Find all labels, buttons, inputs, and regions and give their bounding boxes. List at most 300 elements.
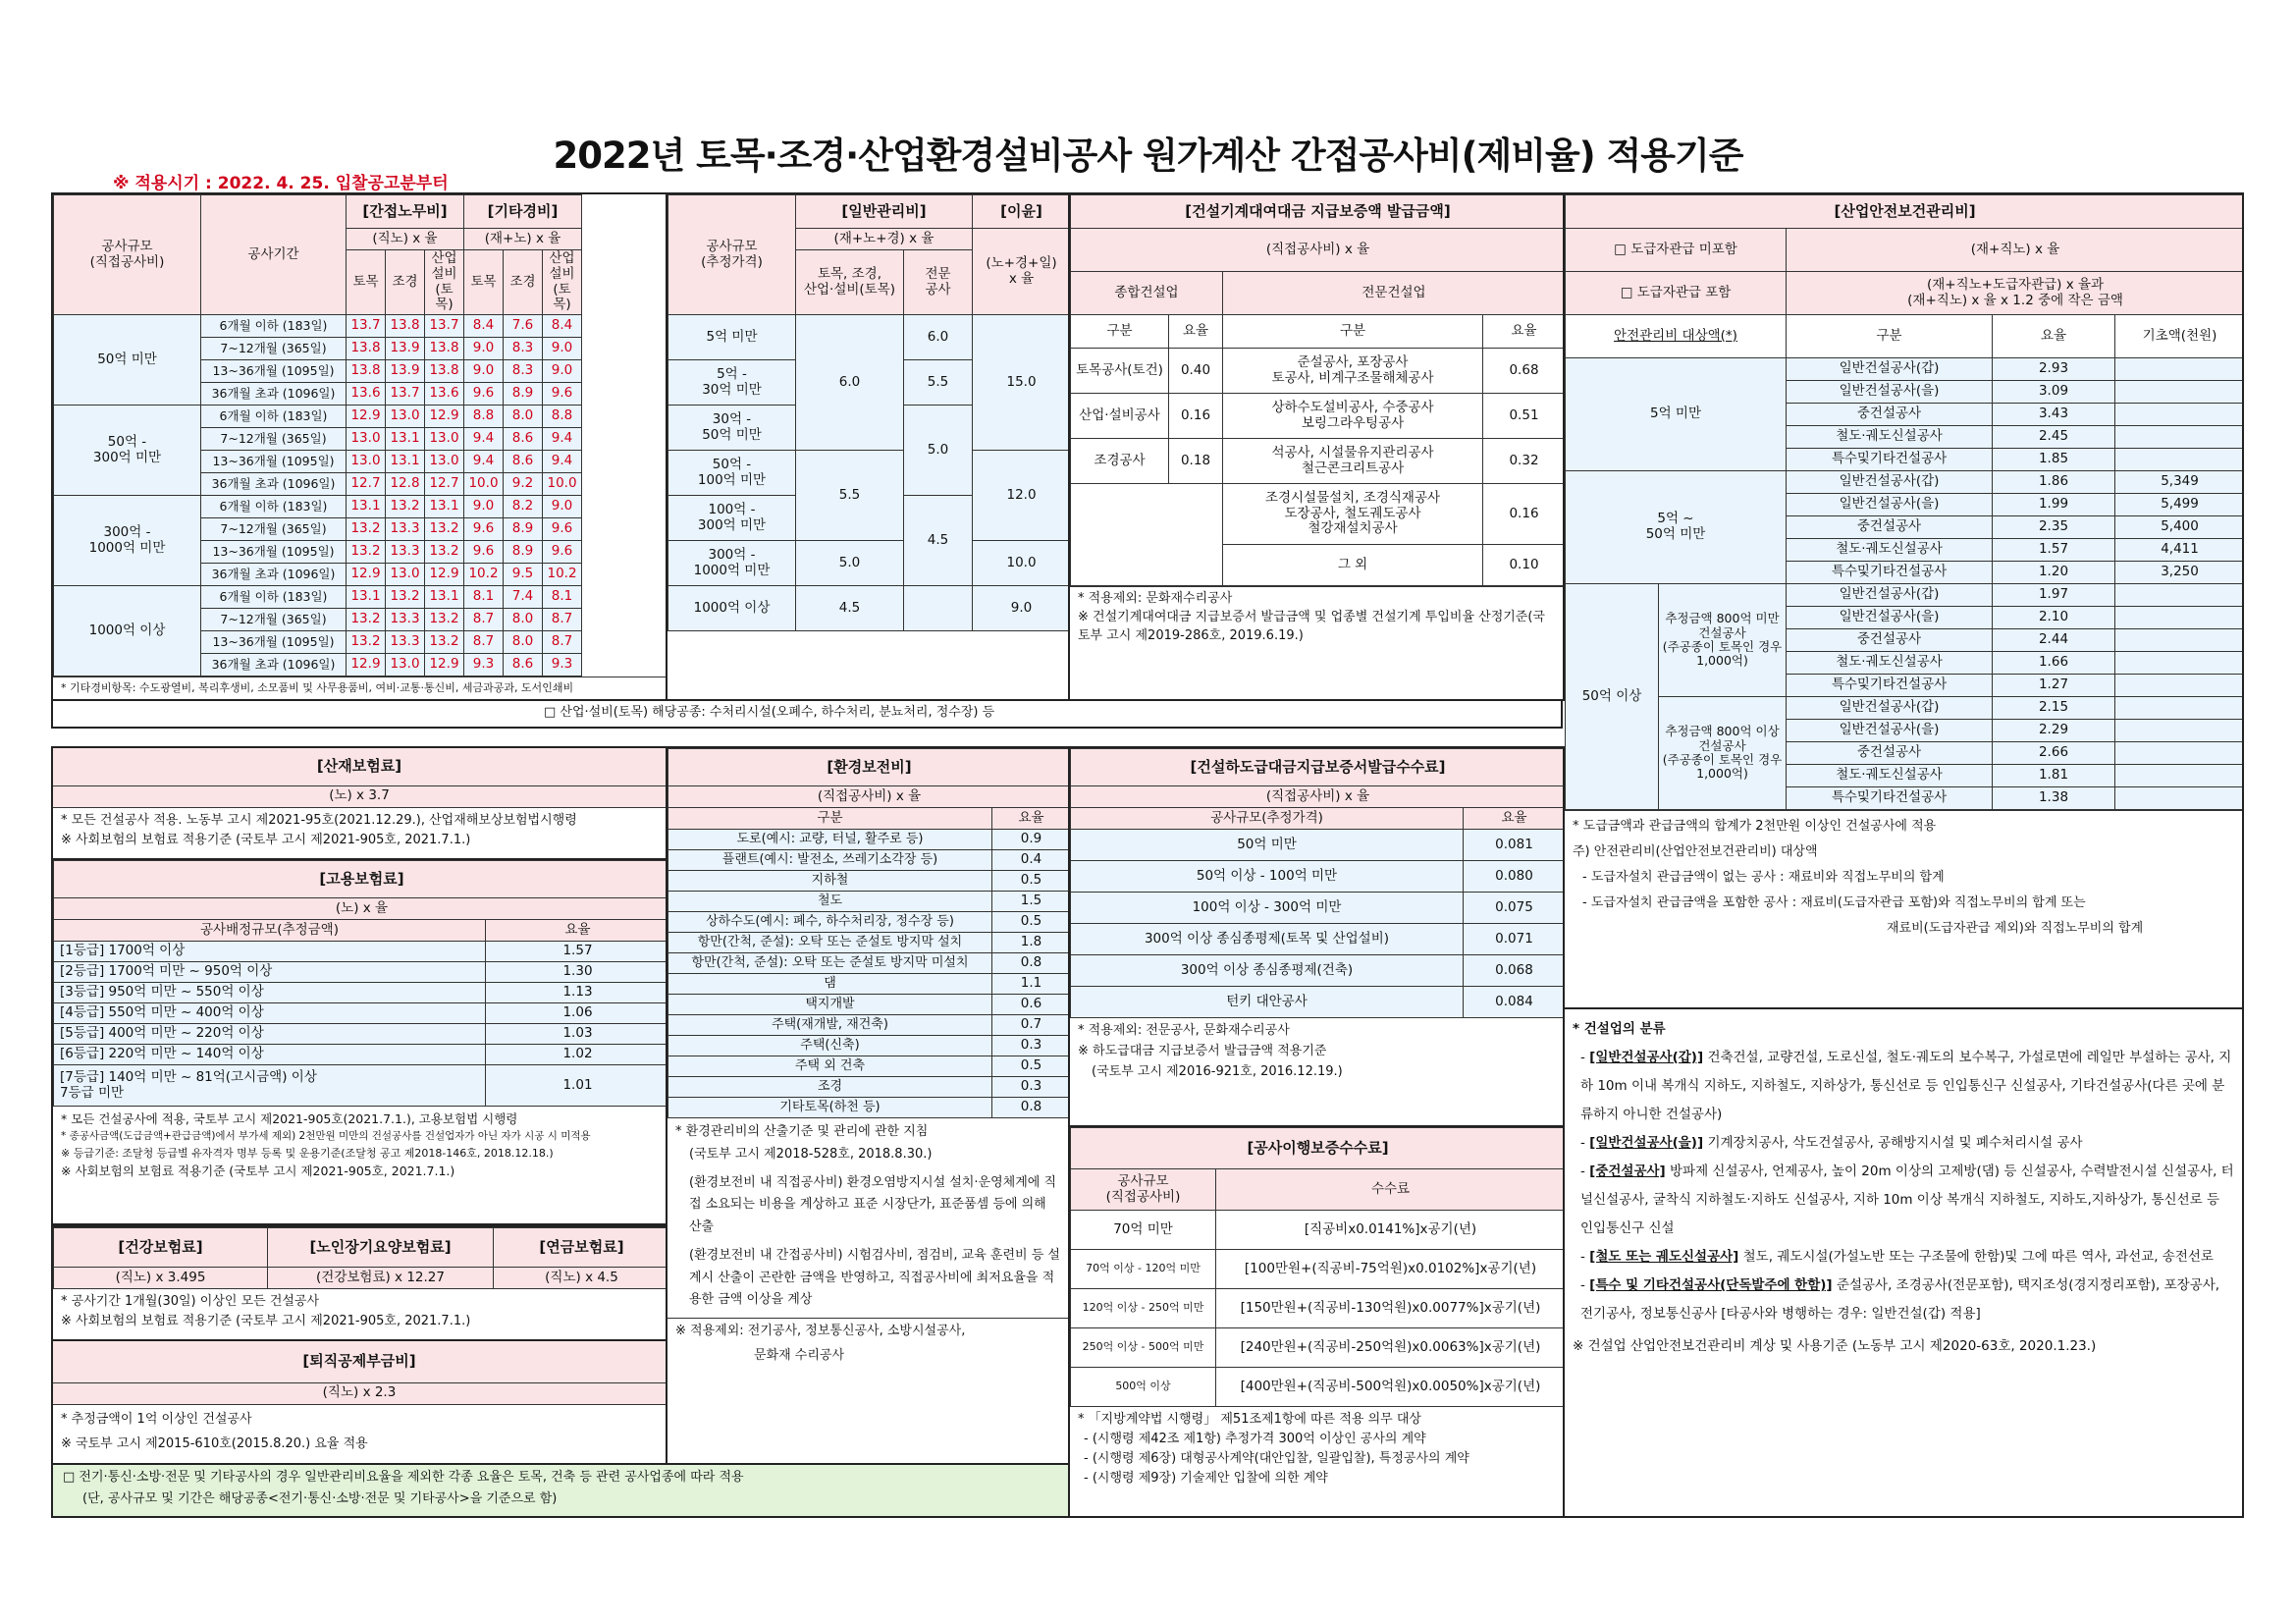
- env-rate: 1.1: [992, 974, 1071, 995]
- safety-rate: 2.29: [1993, 720, 2115, 742]
- rate-cell: 13.2: [347, 631, 386, 654]
- env-note5: ※ 적용제외: 전기공사, 정보통신공사, 소방시설공사,: [667, 1318, 1068, 1345]
- sub-col-header: 산업 설비 (토목): [543, 250, 582, 315]
- perf-scale: 70억 미만: [1071, 1211, 1216, 1250]
- guar-sp-cat: 준설공사, 포장공사 토공사, 비계구조물해체공사: [1223, 349, 1483, 394]
- scale-cell: 300억 - 1000억 미만: [54, 496, 201, 586]
- rate-cell: 8.7: [464, 631, 504, 654]
- mgmt-val: 4.5: [796, 586, 904, 631]
- subg-h1: 공사규모(추정가격): [1071, 808, 1464, 830]
- perf-note1: * 「지방계약법 시행령」 제51조제1항에 따른 적용 의무 대상: [1078, 1412, 1421, 1427]
- rate-cell: 13.7: [386, 383, 425, 406]
- safety-cat: 철도·궤도신설공사: [1787, 426, 1993, 449]
- class-text: 방파제 신설공사, 언제공사, 높이 20m 이상의 고제방(댐) 등 신설공사, 수력발전시설 신설공사, 터널신설공사, 굴착식 지하철도·지하도 신설공사, 지하 10m 이상 복개식 지하철도, 지하도,지하상가, 통신선로 등 인입통신구 신설: [1580, 1164, 2234, 1237]
- guarantee-title: [건설기계대여대금 지급보증액 발급금액]: [1071, 195, 1566, 229]
- profit-val: 10.0: [973, 541, 1070, 586]
- etc-formula: (재+노) x 율: [464, 229, 582, 250]
- rate-cell: 8.4: [543, 315, 582, 338]
- labor-formula: (직노) x 율: [347, 229, 464, 250]
- period-cell: 6개월 이하 (183일): [201, 315, 347, 338]
- health-formula: (직노) x 3.495: [54, 1268, 268, 1289]
- period-cell: 6개월 이하 (183일): [201, 496, 347, 518]
- class-item: - [일반건설공사(갑)] 건축건설, 교량건설, 도로신설, 철도·궤도의 보수복구, 가설로면에 레일만 부설하는 공사, 지하 10m 이내 복개식 지하도, 지하철도, 지하상가, 통신선로 등 인입통신구 신설공사, 기타건설공사(다른 곳에 분류하지 아니한 건설공사): [1580, 1050, 2232, 1123]
- employ-grade: [3등급] 950억 미만 ~ 550억 이상: [54, 983, 486, 1003]
- safety-r2-formula: (재+직노+도급자관급) x 율과 (재+직노) x 율 x 1.2 중에 작은 금액: [1787, 272, 2245, 315]
- env-rate: 0.6: [992, 995, 1071, 1015]
- retire-note2: ※ 국토부 고시 제2015-610호(2015.8.20.) 요율 적용: [61, 1435, 368, 1451]
- env-rate: 0.8: [992, 953, 1071, 974]
- rate-cell: 13.0: [386, 406, 425, 428]
- rate-cell: 13.8: [425, 360, 464, 383]
- bottom-note2: (단, 공사규모 및 기간은 해당공종<전기·통신·소방·전문 및 기타공사>을 기준으로 함): [82, 1491, 558, 1507]
- env-note3: (환경보전비 내 직접공사비) 환경오염방지시설 설치·운영체계에 직접 소요되는 비용을 계상하고 표준 시장단가, 표준품셈 등에 의해 산출: [689, 1174, 1057, 1234]
- period-cell: 6개월 이하 (183일): [201, 586, 347, 609]
- rate-cell: 9.4: [543, 428, 582, 451]
- rate-cell: 9.6: [543, 541, 582, 564]
- mgmt-scale: 30억 - 50억 미만: [668, 406, 796, 451]
- employ-grade: [2등급] 1700억 미만 ~ 950억 이상: [54, 962, 486, 983]
- retire-note1: * 추정금액이 1억 이상인 건설공사: [61, 1412, 252, 1427]
- env-note2: (국토부 고시 제2018-528호, 2018.8.30.): [689, 1146, 933, 1162]
- safety-cat: 특수및기타건설공사: [1787, 787, 1993, 810]
- perf-fee: [100만원+(직공비-75억원)x0.0102%]x공기(년): [1216, 1250, 1566, 1289]
- employ-note1: * 모든 건설공사에 적용, 국토부 고시 제2021-905호(2021.7.1.), 고용보험법 시행령: [61, 1111, 518, 1126]
- rate-cell: 13.2: [425, 609, 464, 631]
- sub-col-header: 산업 설비 (토목): [425, 250, 464, 315]
- employ-rate: 1.13: [486, 983, 668, 1003]
- class-item: - [철도 또는 궤도신설공사] 철도, 궤도시설(가설노반 또는 구조물에 한함)및 그에 따른 역사, 과선교, 송전선로: [1580, 1249, 2214, 1266]
- mgmt-scale: 5억 미만: [668, 315, 796, 360]
- period-cell: 36개월 초과 (1096일): [201, 383, 347, 406]
- guar-col-header: 구분: [1223, 315, 1483, 349]
- safety-base: 5,499: [2115, 494, 2245, 516]
- guar-gen-rate: 0.40: [1169, 349, 1223, 394]
- rate-cell: 9.0: [543, 338, 582, 360]
- rate-cell: 13.1: [386, 451, 425, 473]
- safety-rate: 3.09: [1993, 381, 2115, 404]
- subg-h2: 요율: [1464, 808, 1566, 830]
- guar-col-header: 요율: [1169, 315, 1223, 349]
- safety-cat: 중건설공사: [1787, 516, 1993, 539]
- subg-rate: 0.080: [1464, 861, 1566, 893]
- perf-title: [공사이행보증수수료]: [1071, 1128, 1566, 1169]
- period-cell: 7~12개월 (365일): [201, 518, 347, 541]
- plant-note: [51, 701, 1563, 729]
- guarantee-note1: * 적용제외: 문화재수리공사: [1078, 591, 1233, 606]
- rate-cell: 13.8: [425, 338, 464, 360]
- safety-base: 4,411: [2115, 539, 2245, 562]
- rate-cell: 13.8: [347, 338, 386, 360]
- mgmt-scale: 300억 - 1000억 미만: [668, 541, 796, 586]
- rate-cell: 13.0: [425, 451, 464, 473]
- guar-col-header: 요율: [1483, 315, 1566, 349]
- guar-sp-cat: 상하수도설비공사, 수중공사 보링그라우팅공사: [1223, 394, 1483, 439]
- safety-note4: - 도급자설치 관급금액을 포함한 공사 : 재료비(도급자관급 포함)와 직접노무비의 합계 또는: [1582, 895, 2086, 910]
- employ-rate: 1.01: [486, 1065, 668, 1107]
- period-cell: 13~36개월 (1095일): [201, 541, 347, 564]
- period-cell: 7~12개월 (365일): [201, 338, 347, 360]
- rate-cell: 13.0: [425, 428, 464, 451]
- subcontract-guarantee: [1070, 746, 1565, 1127]
- env-h2: 요율: [992, 808, 1071, 830]
- rate-cell: 8.8: [464, 406, 504, 428]
- rate-cell: 8.7: [464, 609, 504, 631]
- env-rate: 0.3: [992, 1036, 1071, 1056]
- rate-cell: 9.3: [464, 654, 504, 677]
- rate-cell: 9.2: [504, 473, 543, 496]
- sub-col-header: 조경: [504, 250, 543, 315]
- safety-cat: 특수및기타건설공사: [1787, 562, 1993, 584]
- guar-sp-rate: 0.51: [1483, 394, 1566, 439]
- safety-rate: 1.27: [1993, 675, 2115, 697]
- subg-cat: 300억 이상 종심종평제(토목 및 산업설비): [1071, 924, 1464, 955]
- guarantee-table: [1070, 192, 1565, 701]
- perf-fee: [150만원+(직공비-130억원)x0.0077%]x공기(년): [1216, 1289, 1566, 1328]
- safety-rate: 2.66: [1993, 742, 2115, 765]
- mgmt-val: 6.0: [904, 315, 973, 360]
- mgmt-val: 6.0: [796, 315, 904, 451]
- labor-header: [간접노무비]: [347, 195, 464, 229]
- safety-base: 5,400: [2115, 516, 2245, 539]
- mgmt-scale: 50억 - 100억 미만: [668, 451, 796, 496]
- safety-rate: 3.43: [1993, 404, 2115, 426]
- mgmt-scale: 5억 - 30억 미만: [668, 360, 796, 406]
- sub-col-header: 토목: [464, 250, 504, 315]
- env-cat: 주택(재개발, 재건축): [668, 1015, 992, 1036]
- rate-cell: 9.0: [464, 338, 504, 360]
- env-note4: (환경보전비 내 간접공사비) 시험검사비, 점검비, 교육 훈련비 등 설계시 산출이 곤란한 금액을 반영하고, 직접공사비에 최저요율을 적용한 금액 이상을 계상: [689, 1247, 1060, 1308]
- rate-cell: 8.9: [504, 541, 543, 564]
- perf-scale: 250억 이상 - 500억 미만: [1071, 1328, 1216, 1368]
- guarantee-formula: (직접공사비) x 율: [1071, 229, 1566, 272]
- rate-cell: 13.1: [425, 496, 464, 518]
- rate-cell: 8.6: [504, 654, 543, 677]
- rate-cell: 13.2: [386, 586, 425, 609]
- rate-cell: 8.7: [543, 609, 582, 631]
- accident-insurance: [51, 746, 667, 860]
- safety-note3: - 도급자설치 관급금액이 없는 공사 : 재료비와 직접노무비의 합계: [1582, 870, 1945, 885]
- env-cat: 항만(간척, 준설): 오탁 또는 준설토 방지막 설치: [668, 933, 992, 953]
- mgmt-scale-header: 공사규모 (추정가격): [668, 195, 796, 315]
- employ-note2: * 종공사금액(도급금액+관급금액)에서 부가세 제외) 2천만원 미만의 건설공사를 건설업자가 아닌 자가 시공 시 미적용: [61, 1130, 591, 1143]
- class-item: - [일반건설공사(을)] 기계장치공사, 삭도건설공사, 공해방지시설 및 폐수처리시설 공사: [1580, 1135, 2083, 1152]
- rate-cell: 13.1: [347, 586, 386, 609]
- apply-date: ※ 적용시기 : 2022. 4. 25. 입찰공고분부터: [113, 174, 449, 193]
- rate-cell: 12.9: [425, 406, 464, 428]
- environment-cost: [667, 746, 1070, 1465]
- safety-note2: 주) 안전관리비(산업안전보건관리비) 대상액: [1573, 844, 1818, 859]
- safety-title: [산업안전보건관리비]: [1566, 195, 2245, 229]
- perf-scale: 120억 이상 - 250억 미만: [1071, 1289, 1216, 1328]
- page-title: 2022년 토목·조경·산업환경설비공사 원가계산 간접공사비(제비율) 적용기준: [553, 135, 1743, 177]
- rate-cell: 8.7: [543, 631, 582, 654]
- guar-sp-cat: 그 외: [1223, 545, 1483, 586]
- rate-cell: 8.3: [504, 360, 543, 383]
- employ-rate: 1.57: [486, 942, 668, 962]
- rate-cell: 8.1: [464, 586, 504, 609]
- pension-formula: (직노) x 4.5: [494, 1268, 668, 1289]
- class-name: [일반건설공사(을)]: [1589, 1135, 1704, 1152]
- accident-formula: (노) x 3.7: [53, 785, 666, 807]
- env-cat: 지하철: [668, 871, 992, 892]
- class-name: [중건설공사]: [1589, 1164, 1666, 1180]
- safety-rate: 2.45: [1993, 426, 2115, 449]
- env-rate: 0.7: [992, 1015, 1071, 1036]
- mgmt-val: 5.0: [796, 541, 904, 586]
- safety-cat: 특수및기타건설공사: [1787, 675, 1993, 697]
- profit-val: 15.0: [973, 315, 1070, 451]
- rate-cell: 9.3: [543, 654, 582, 677]
- employ-grade: [6등급] 220억 미만 ~ 140억 이상: [54, 1045, 486, 1065]
- safety-cat: 철도·궤도신설공사: [1787, 765, 1993, 787]
- env-rate: 0.5: [992, 871, 1071, 892]
- safety-r2: □ 도급자관급 포함: [1566, 272, 1787, 315]
- employ-rate: 1.30: [486, 962, 668, 983]
- rate-cell: 12.9: [425, 564, 464, 586]
- safety-cat: 일반건설공사(갑): [1787, 358, 1993, 381]
- pension-title: [연금보험료]: [494, 1228, 668, 1268]
- period-cell: 7~12개월 (365일): [201, 609, 347, 631]
- rate-cell: 8.3: [504, 338, 543, 360]
- rate-cell: 12.7: [347, 473, 386, 496]
- safety-r1: □ 도급자관급 미포함: [1566, 229, 1787, 272]
- employ-note4: ※ 사회보험의 보험료 적용기준 (국토부 고시 제2021-905호, 2021.7.1.): [61, 1163, 455, 1178]
- period-cell: 13~36개월 (1095일): [201, 631, 347, 654]
- profit-val: 12.0: [973, 451, 1070, 541]
- rate-cell: 8.2: [504, 496, 543, 518]
- safety-cat: 중건설공사: [1787, 742, 1993, 765]
- rate-cell: 8.0: [504, 631, 543, 654]
- safety-rate: 1.81: [1993, 765, 2115, 787]
- employ-rate: 1.03: [486, 1024, 668, 1045]
- rate-cell: 13.1: [386, 428, 425, 451]
- period-cell: 36개월 초과 (1096일): [201, 654, 347, 677]
- etc-note: * 기타경비항목: 수도광열비, 복리후생비, 소모품비 및 사무용품비, 여비·교통·통신비, 세금과공과, 도서인쇄비: [53, 677, 666, 699]
- class-text: 철도, 궤도시설(가설노반 또는 구조물에 한함)및 그에 따른 역사, 과선교, 송전선로: [1742, 1249, 2214, 1266]
- safety-base: [2115, 381, 2245, 404]
- rate-cell: 13.2: [425, 541, 464, 564]
- ltc-formula: (건강보험료) x 12.27: [268, 1268, 494, 1289]
- rate-cell: 7.4: [504, 586, 543, 609]
- rate-cell: 13.2: [425, 631, 464, 654]
- safety-cat: 일반건설공사(갑): [1787, 697, 1993, 720]
- env-cat: 도로(예시: 교량, 터널, 활주로 등): [668, 830, 992, 850]
- rate-cell: 9.6: [464, 541, 504, 564]
- env-cat: 기타토목(하천 등): [668, 1098, 992, 1118]
- subg-rate: 0.068: [1464, 955, 1566, 987]
- safety-cat: 일반건설공사(갑): [1787, 584, 1993, 607]
- guar-sp-rate: 0.10: [1483, 545, 1566, 586]
- subg-formula: (직접공사비) x 율: [1071, 786, 1566, 808]
- env-title: [환경보전비]: [668, 749, 1071, 786]
- mgmt-scale: 100억 - 300억 미만: [668, 496, 796, 541]
- env-cat: 조경: [668, 1077, 992, 1098]
- safety-cat: 일반건설공사(을): [1787, 494, 1993, 516]
- rate-cell: 10.2: [464, 564, 504, 586]
- rate-cell: 7.6: [504, 315, 543, 338]
- safety-base: 3,250: [2115, 562, 2245, 584]
- period-cell: 13~36개월 (1095일): [201, 360, 347, 383]
- retire-formula: (직노) x 2.3: [53, 1382, 666, 1404]
- env-rate: 0.3: [992, 1077, 1071, 1098]
- rate-cell: 9.4: [464, 428, 504, 451]
- subg-title: [건설하도급대금지급보증서발급수수료]: [1071, 749, 1566, 786]
- mgmt-val: 5.5: [904, 360, 973, 406]
- rate-cell: 13.6: [347, 383, 386, 406]
- class-name: [특수 및 기타건설공사(단독발주에 한함)]: [1589, 1277, 1833, 1294]
- classes-note: ※ 건설업 산업안전보건관리비 계상 및 사용기준 (노동부 고시 제2020-63호, 2020.1.23.): [1573, 1338, 2097, 1355]
- rate-cell: 13.6: [425, 383, 464, 406]
- rate-cell: 13.1: [425, 586, 464, 609]
- employ-rate: 1.06: [486, 1003, 668, 1024]
- employment-insurance: [51, 860, 667, 1225]
- retire-title: [퇴직공제부금비]: [53, 1341, 666, 1382]
- safety-note1: * 도급금액과 관급금액의 합계가 2천만원 이상인 건설공사에 적용: [1573, 819, 1937, 834]
- health-insurance: [51, 1225, 667, 1341]
- profit-header: [이윤]: [973, 195, 1070, 229]
- safety-note5: 재료비(도급자관급 제외)와 직접노무비의 합계: [1887, 921, 2144, 936]
- profit-formula: (노+경+일) x 율: [973, 229, 1070, 315]
- employ-h1: 공사배정규모(추정금액): [54, 920, 486, 942]
- subg-note2: ※ 하도급대금 지급보증서 발급금액 적용기준: [1078, 1043, 1327, 1058]
- employ-rate: 1.02: [486, 1045, 668, 1065]
- env-h1: 구분: [668, 808, 992, 830]
- rate-cell: 9.0: [464, 360, 504, 383]
- safety-h-target: 안전관리비 대상액(*): [1566, 315, 1787, 358]
- rate-cell: 13.0: [386, 564, 425, 586]
- etc-header: [기타경비]: [464, 195, 582, 229]
- rate-cell: 13.8: [347, 360, 386, 383]
- rate-cell: 10.2: [543, 564, 582, 586]
- safety-rate: 2.35: [1993, 516, 2115, 539]
- perf-note4: - (시행령 제9장) 기술제안 입찰에 의한 계약: [1084, 1471, 1328, 1487]
- rate-cell: 8.0: [504, 406, 543, 428]
- rate-cell: 9.6: [543, 518, 582, 541]
- rate-cell: 13.3: [386, 518, 425, 541]
- subg-cat: 50억 이상 - 100억 미만: [1071, 861, 1464, 893]
- safety-rate: 2.15: [1993, 697, 2115, 720]
- safety-rate: 1.85: [1993, 449, 2115, 471]
- safety-base: [2115, 358, 2245, 381]
- perf-note2: - (시행령 제42조 제1항) 추정가격 300억 이상인 공사의 계약: [1084, 1432, 1426, 1447]
- rate-cell: 13.7: [347, 315, 386, 338]
- rate-cell: 13.1: [347, 496, 386, 518]
- employ-h2: 요율: [486, 920, 668, 942]
- guar-sp-rate: 0.16: [1483, 484, 1566, 545]
- env-rate: 1.8: [992, 933, 1071, 953]
- mgmt-col-civil: 토목, 조경, 산업·설비(토목): [796, 250, 904, 315]
- rate-cell: 13.8: [386, 315, 425, 338]
- env-cat: 댐: [668, 974, 992, 995]
- rate-cell: 8.4: [464, 315, 504, 338]
- rate-cell: 8.6: [504, 451, 543, 473]
- mgmt-header: [일반관리비]: [796, 195, 973, 229]
- perf-scale: 70억 이상 - 120억 미만: [1071, 1250, 1216, 1289]
- scale-cell: 50억 미만: [54, 315, 201, 406]
- period-cell: 36개월 초과 (1096일): [201, 473, 347, 496]
- perf-fee: [240만원+(직공비-250억원)x0.0063%]x공기(년): [1216, 1328, 1566, 1368]
- employ-title: [고용보험료]: [54, 861, 668, 898]
- safety-base: [2115, 449, 2245, 471]
- rate-cell: 13.3: [386, 631, 425, 654]
- guar-gen-rate: 0.16: [1169, 394, 1223, 439]
- guar-gen-cat: 산업·설비공사: [1071, 394, 1169, 439]
- rate-cell: 13.9: [386, 338, 425, 360]
- safety-cat: 일반건설공사(을): [1787, 381, 1993, 404]
- env-rate: 0.8: [992, 1098, 1071, 1118]
- env-note1: * 환경관리비의 산출기준 및 관리에 관한 지침: [675, 1124, 929, 1139]
- subg-cat: 50억 미만: [1071, 830, 1464, 861]
- plant-note-text: □ 산업·설비(토목) 해당공종: 수처리시설(오폐수, 하수처리, 분뇨처리, 정수장) 등: [544, 705, 995, 720]
- rate-cell: 8.6: [504, 428, 543, 451]
- ltc-title: [노인장기요양보험료]: [268, 1228, 494, 1268]
- guar-gen-cat: 조경공사: [1071, 439, 1169, 484]
- col-period-header: 공사기간: [201, 195, 347, 315]
- guar-sp-rate: 0.32: [1483, 439, 1566, 484]
- mgmt-val: 4.5: [904, 496, 973, 586]
- safety-rate: 1.20: [1993, 562, 2115, 584]
- subg-rate: 0.075: [1464, 893, 1566, 924]
- period-cell: 36개월 초과 (1096일): [201, 564, 347, 586]
- env-cat: 주택(신축): [668, 1036, 992, 1056]
- profit-val: 9.0: [973, 586, 1070, 631]
- rate-cell: 12.9: [347, 564, 386, 586]
- class-text: 준설공사, 조경공사(전문포함), 택지조성(경지정리포함), 포장공사, 전기공사, 정보통신공사 [타공사와 병행하는 경우: 일반건설(갑) 적용]: [1580, 1277, 2220, 1323]
- guar-col-header: 구분: [1071, 315, 1169, 349]
- mgmt-val: 5.5: [796, 451, 904, 541]
- perf-fee: [400만원+(직공비-500억원)x0.0050%]x공기(년): [1216, 1368, 1566, 1407]
- mgmt-formula: (재+노+경) x 율: [796, 229, 973, 250]
- safety-base: [2115, 426, 2245, 449]
- safety-rate: 1.86: [1993, 471, 2115, 494]
- period-cell: 7~12개월 (365일): [201, 428, 347, 451]
- env-rate: 1.5: [992, 892, 1071, 912]
- employ-formula: (노) x 율: [54, 898, 668, 920]
- safety-cat: 철도·궤도신설공사: [1787, 652, 1993, 675]
- rate-cell: 9.6: [464, 518, 504, 541]
- employ-note3: ※ 등급기준: 조달청 등급별 유자격자 명부 등록 및 운용기준(조달청 공고 제2018-146호, 2018.12.18.): [61, 1146, 554, 1160]
- col-scale-header: 공사규모 (직접공사비): [54, 195, 201, 315]
- class-item: - [특수 및 기타건설공사(단독발주에 한함)] 준설공사, 조경공사(전문포함), 택지조성(경지정리포함), 포장공사, 전기공사, 정보통신공사 [타공사와 병행하는 경우: 일반건설(갑) 적용]: [1580, 1277, 2220, 1323]
- accident-note1: * 모든 건설공사 적용. 노동부 고시 제2021-95호(2021.12.29.), 산업재해보상보험법시행령: [61, 813, 577, 828]
- scale-cell: 50억 - 300억 미만: [54, 406, 201, 496]
- mgmt-col-special: 전문 공사: [904, 250, 973, 315]
- guar-sp-rate: 0.68: [1483, 349, 1566, 394]
- safety-rate: 1.97: [1993, 584, 2115, 607]
- rate-cell: 9.4: [464, 451, 504, 473]
- class-name: [일반건설공사(갑)]: [1589, 1050, 1704, 1066]
- classes-title: * 건설업의 분류: [1573, 1021, 1666, 1037]
- safety-cat: 일반건설공사(갑): [1787, 471, 1993, 494]
- safety-h-base: 기초액(천원): [2115, 315, 2245, 358]
- perf-note3: - (시행령 제6장) 대형공사계약(대안입찰, 일괄입찰), 특정공사의 계약: [1084, 1451, 1469, 1467]
- subg-cat: 턴키 대안공사: [1071, 987, 1464, 1018]
- bottom-note1: □ 전기·통신·소방·전문 및 기타공사의 경우 일반관리비요율을 제외한 각종 요율은 토목, 건축 등 관련 공사업종에 따라 적용: [63, 1470, 744, 1485]
- safety-scale: 5억 미만: [1566, 358, 1787, 471]
- safety-h-cat: 구분: [1787, 315, 1993, 358]
- subg-cat: 300억 이상 종심종평제(건축): [1071, 955, 1464, 987]
- rate-cell: 13.9: [386, 360, 425, 383]
- env-cat: 철도: [668, 892, 992, 912]
- sub-col-header: 토목: [347, 250, 386, 315]
- rate-cell: 9.0: [543, 496, 582, 518]
- accident-note2: ※ 사회보험의 보험료 적용기준 (국토부 고시 제2021-905호, 2021.7.1.): [61, 832, 471, 847]
- rate-cell: 12.9: [347, 654, 386, 677]
- rate-cell: 13.3: [386, 541, 425, 564]
- rate-cell: 8.1: [543, 586, 582, 609]
- class-name: [철도 또는 궤도신설공사]: [1589, 1249, 1739, 1266]
- sub-col-header: 조경: [386, 250, 425, 315]
